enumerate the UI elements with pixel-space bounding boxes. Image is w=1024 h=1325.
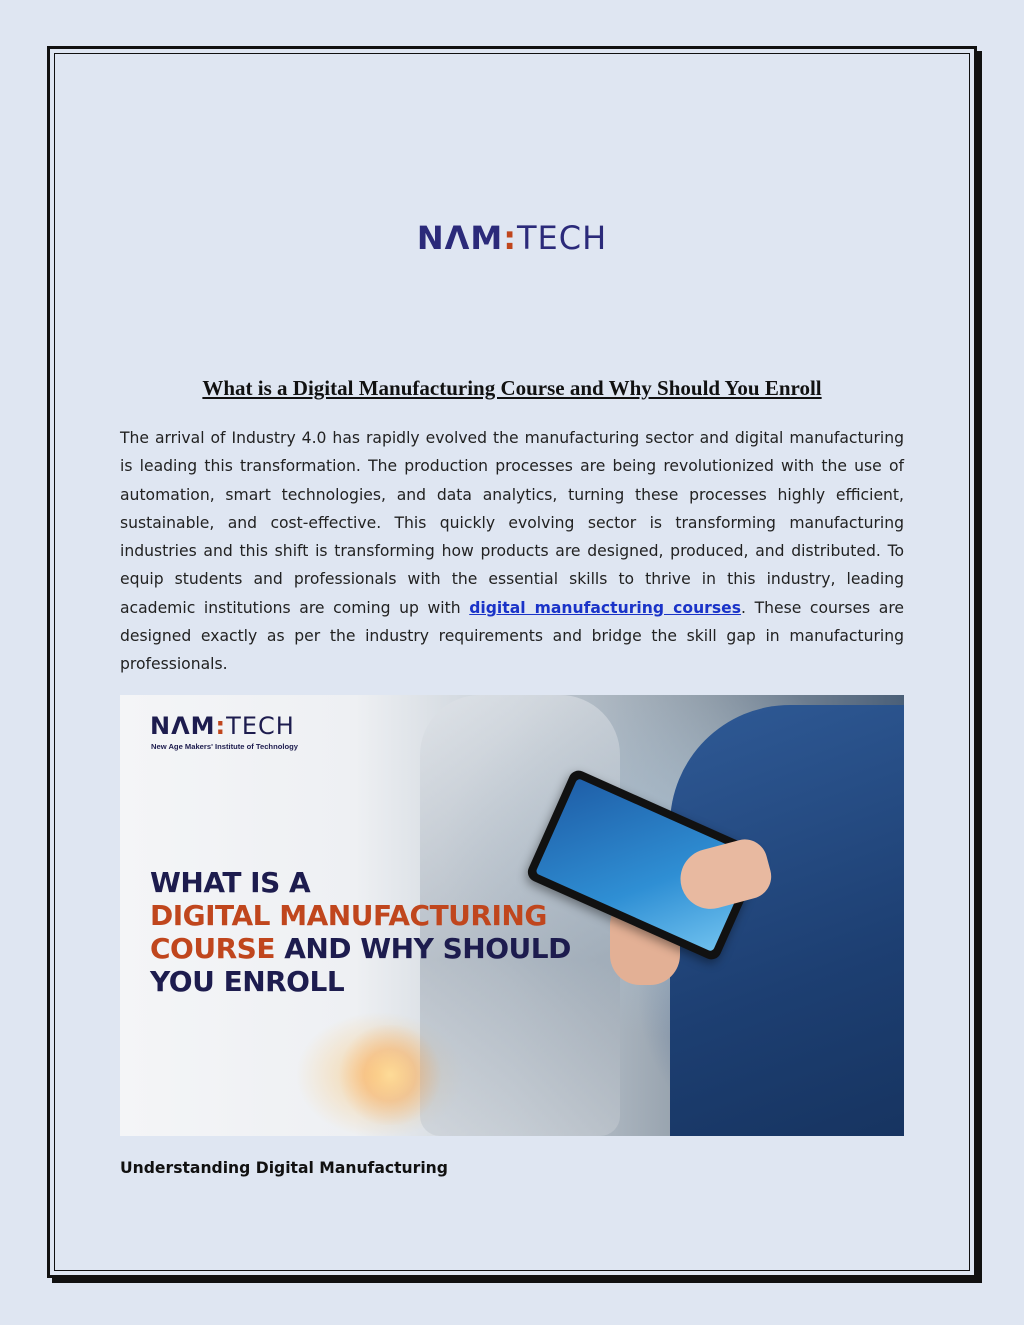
- hero-logo: [150, 711, 295, 741]
- namtech-logo: [0, 216, 1024, 260]
- hero-headline-course: COURSE: [150, 932, 275, 965]
- hero-logo-nam: NΛM: [150, 712, 216, 740]
- intro-paragraph: [120, 424, 904, 679]
- hero-logo-subtitle: New Age Makers' Institute of Technology: [151, 742, 298, 751]
- digital-manufacturing-courses-link[interactable]: digital manufacturing courses: [469, 598, 742, 617]
- hero-headline-line3-rest: AND WHY SHOULD: [274, 932, 571, 965]
- logo-tech: TECH: [517, 219, 608, 257]
- hero-headline: [150, 866, 571, 998]
- hero-logo-colon: :: [215, 712, 227, 740]
- intro-text-2: . These courses are designed exactly as per the industry requirements and bridge the skill gap in manufacturing professionals.: [120, 598, 904, 674]
- hero-headline-line4: YOU ENROLL: [150, 965, 345, 998]
- welding-spark-graphic: [320, 1025, 460, 1125]
- logo-colon: :: [503, 219, 517, 257]
- hero-headline-line1: WHAT IS A: [150, 866, 311, 899]
- intro-text-1: The arrival of Industry 4.0 has rapidly evolved the manufacturing sector and digital manufacturing is leading this transformation. The production processes are being revolutionized with the use of automation, smart technologies, and data analytics, turning these processes highly efficient, sustainable, and cost-effective. This quickly evolving sector is transforming manufacturing industries and this shift is transforming how products are designed, produced, and distributed. To equip students and professionals with the essential skills to thrive in this industry, leading academic institutions are coming up with: [120, 429, 904, 617]
- hero-headline-line2: DIGITAL MANUFACTURING: [150, 899, 547, 932]
- hero-logo-tech: TECH: [226, 712, 295, 740]
- hero-banner-image: [120, 695, 904, 1136]
- article-title: What is a Digital Manufacturing Course and Why Should You Enroll: [202, 376, 822, 400]
- logo-nam: NΛM: [416, 219, 504, 257]
- hero-headline-line3: [150, 932, 571, 965]
- section-heading: Understanding Digital Manufacturing: [120, 1159, 448, 1177]
